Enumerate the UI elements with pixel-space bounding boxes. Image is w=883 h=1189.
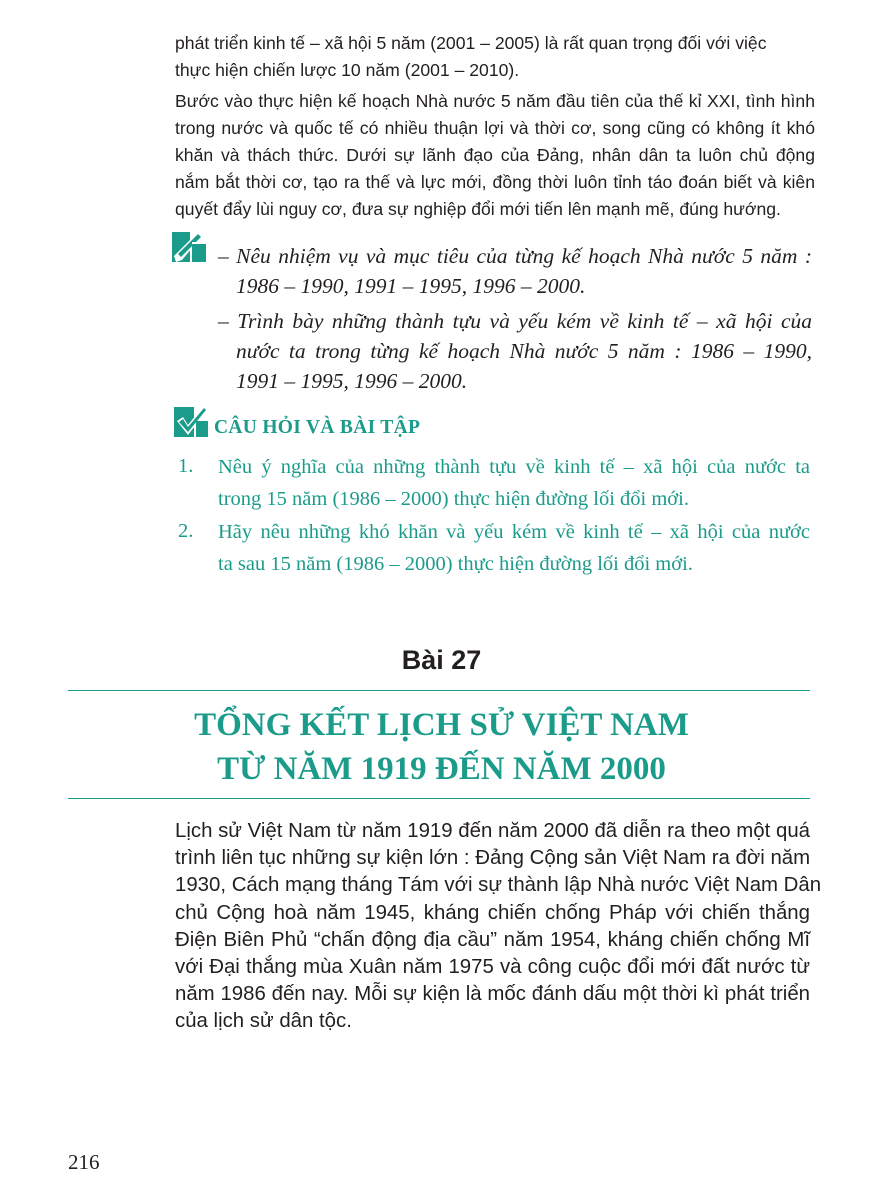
task-2 <box>218 306 812 396</box>
check-exercise-icon <box>174 403 210 439</box>
pencil-task-icon <box>172 230 208 264</box>
lesson-title-line-2: TỪ NĂM 1919 ĐẾN NĂM 2000 <box>217 751 666 787</box>
text-line: Điện Biên Phủ “chấn động địa cầu” năm 1954, kháng chiến chống Mĩ <box>175 928 810 951</box>
body-paragraph <box>175 88 815 223</box>
task-line: – Trình bày những thành tựu và yếu kém về kinh tế – xã hội của <box>218 309 812 333</box>
text-line: Bước vào thực hiện kế hoạch Nhà nước 5 năm đầu tiên của thế kỉ XXI, tình hình <box>175 91 815 111</box>
text-line: trình liên tục những sự kiện lớn : Đảng Cộng sản Việt Nam ra đời năm <box>175 847 811 870</box>
divider <box>68 798 810 799</box>
task-line: – Nêu nhiệm vụ và mục tiêu của từng kế hoạch Nhà nước 5 năm : <box>218 244 812 268</box>
question-number: 1. <box>178 455 194 477</box>
lesson-label: Bài 27 <box>401 645 482 675</box>
text-line: với Đại thắng mùa Xuân năm 1975 và công cuộc đổi mới đất nước từ <box>175 956 810 979</box>
text-line: Lịch sử Việt Nam từ năm 1919 đến năm 2000 đã diễn ra theo một quá <box>175 820 810 842</box>
text-line: khăn và thách thức. Dưới sự lãnh đạo của Đảng, nhân dân ta luôn chủ động <box>175 145 815 165</box>
divider <box>68 690 810 691</box>
text-line: nắm bắt thời cơ, tạo ra thế và lực mới, đồng thời luôn tỉnh táo đoán biết và kiên <box>175 172 815 192</box>
questions-heading: CÂU HỎI VÀ BÀI TẬP <box>214 417 421 438</box>
text-line: phát triển kinh tế – xã hội 5 năm (2001 – 2005) là rất quan trọng đối với việc <box>175 33 767 53</box>
lesson-title-line-1: TỔNG KẾT LỊCH SỬ VIỆT NAM <box>194 707 689 743</box>
text-line: trong nước và quốc tế có nhiều thuận lợi và thời cơ, song cũng có không ít khó <box>175 118 815 138</box>
question-1 <box>218 451 810 515</box>
lesson-intro-paragraph <box>175 818 822 1036</box>
text-line: chủ Cộng hoà năm 1945, kháng chiến chống Pháp với chiến thắng <box>175 901 810 924</box>
question-line: Hãy nêu những khó khăn và yếu kém về kinh tế – xã hội của nước <box>218 521 810 543</box>
task-line: 1991 – 1995, 1996 – 2000. <box>236 369 468 393</box>
text-line: của lịch sử dân tộc. <box>175 1010 352 1033</box>
question-line: ta sau 15 năm (1986 – 2000) thực hiện đường lối đổi mới. <box>218 553 693 575</box>
task-line: 1986 – 1990, 1991 – 1995, 1996 – 2000. <box>236 274 586 298</box>
continuation-paragraph <box>175 30 815 84</box>
text-line: thực hiện chiến lược 10 năm (2001 – 2010). <box>175 60 520 80</box>
text-line: năm 1986 đến nay. Mỗi sự kiện là mốc đánh dấu một thời kì phát triển <box>175 983 810 1006</box>
question-line: trong 15 năm (1986 – 2000) thực hiện đường lối đổi mới. <box>218 488 689 510</box>
question-number: 2. <box>178 520 194 542</box>
task-1 <box>218 241 812 301</box>
question-2 <box>218 516 810 580</box>
text-line: quyết đẩy lùi nguy cơ, đưa sự nghiệp đổi mới tiến lên mạnh mẽ, đúng hướng. <box>175 199 781 219</box>
task-line: nước ta trong từng kế hoạch Nhà nước 5 năm : 1986 – 1990, <box>236 339 812 363</box>
text-line: 1930, Cách mạng tháng Tám với sự thành lập Nhà nước Việt Nam Dân <box>175 874 822 897</box>
page-number: 216 <box>68 1150 100 1174</box>
question-line: Nêu ý nghĩa của những thành tựu về kinh tế – xã hội của nước ta <box>218 456 810 478</box>
